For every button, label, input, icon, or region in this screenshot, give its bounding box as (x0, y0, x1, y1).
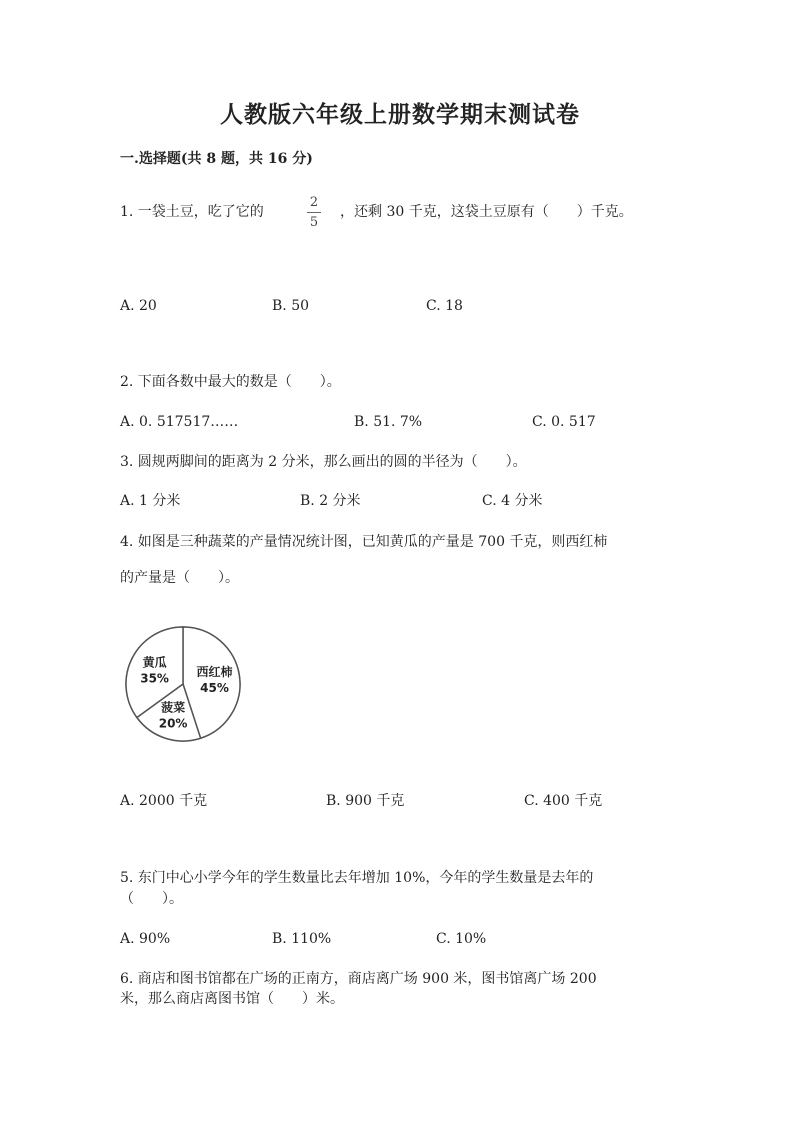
pie-value-tomato: 45% (200, 681, 229, 695)
question-5-option-b[interactable]: B. 110% (272, 931, 332, 947)
question-4-option-a[interactable]: A. 2000 千克 (120, 793, 208, 809)
fraction-denominator: 5 (309, 215, 319, 230)
question-1-fraction (306, 195, 322, 230)
pie-label-cucumber: 黄瓜 (142, 655, 167, 670)
question-4-option-c[interactable]: C. 400 千克 (524, 793, 603, 809)
question-1-option-b[interactable]: B. 50 (272, 298, 310, 314)
question-5-option-a[interactable]: A. 90% (120, 931, 171, 947)
fraction-numerator: 2 (309, 195, 319, 210)
question-1-text-start: 1. 一袋土豆，吃了它的 (120, 204, 264, 220)
question-1-text-end: ，还剩 30 千克，这袋土豆原有（ ）千克。 (340, 204, 633, 220)
question-6-text-line1: 6. 商店和图书馆都在广场的正南方，商店离广场 900 米，图书馆离广场 200 (120, 971, 597, 987)
question-3-text: 3. 圆规两脚间的距离为 2 分米，那么画出的圆的半径为（ ）。 (120, 454, 527, 470)
vegetable-pie-chart (120, 622, 250, 746)
question-2-option-a[interactable]: A. 0. 517517…… (120, 414, 239, 430)
pie-label-spinach: 菠菜 (161, 700, 186, 715)
question-2-option-b[interactable]: B. 51. 7% (354, 414, 423, 430)
pie-value-spinach: 20% (158, 716, 188, 731)
question-4-text-line1: 4. 如图是三种蔬菜的产量情况统计图，已知黄瓜的产量是 700 千克，则西红柿 (120, 534, 608, 550)
question-1-option-c[interactable]: C. 18 (426, 298, 463, 314)
pie-value-cucumber: 35% (140, 671, 169, 686)
pie-label-tomato: 西红柿 (196, 665, 233, 679)
question-3-option-b[interactable]: B. 2 分米 (300, 493, 361, 509)
question-5-text-line1: 5. 东门中心小学今年的学生数量比去年增加 10%，今年的学生数量是去年的 (120, 870, 594, 886)
question-5-text-line2: （ ）。 (120, 891, 183, 907)
question-2-option-c[interactable]: C. 0. 517 (532, 414, 596, 430)
question-3-option-c[interactable]: C. 4 分米 (482, 493, 543, 509)
page-title: 人教版六年级上册数学期末测试卷 (220, 101, 580, 128)
question-4-option-b[interactable]: B. 900 千克 (326, 793, 405, 809)
question-1-option-a[interactable]: A. 20 (120, 298, 157, 314)
question-2-text: 2. 下面各数中最大的数是（ ）。 (120, 374, 341, 390)
question-4-text-line2: 的产量是（ ）。 (120, 570, 239, 586)
question-5-option-c[interactable]: C. 10% (436, 931, 487, 947)
section-heading: 一.选择题(共 8 题，共 16 分) (120, 151, 313, 167)
question-6-text-line2: 米，那么商店离图书馆（ ）米。 (120, 991, 344, 1007)
fraction-bar (307, 212, 321, 213)
question-3-option-a[interactable]: A. 1 分米 (120, 493, 181, 509)
